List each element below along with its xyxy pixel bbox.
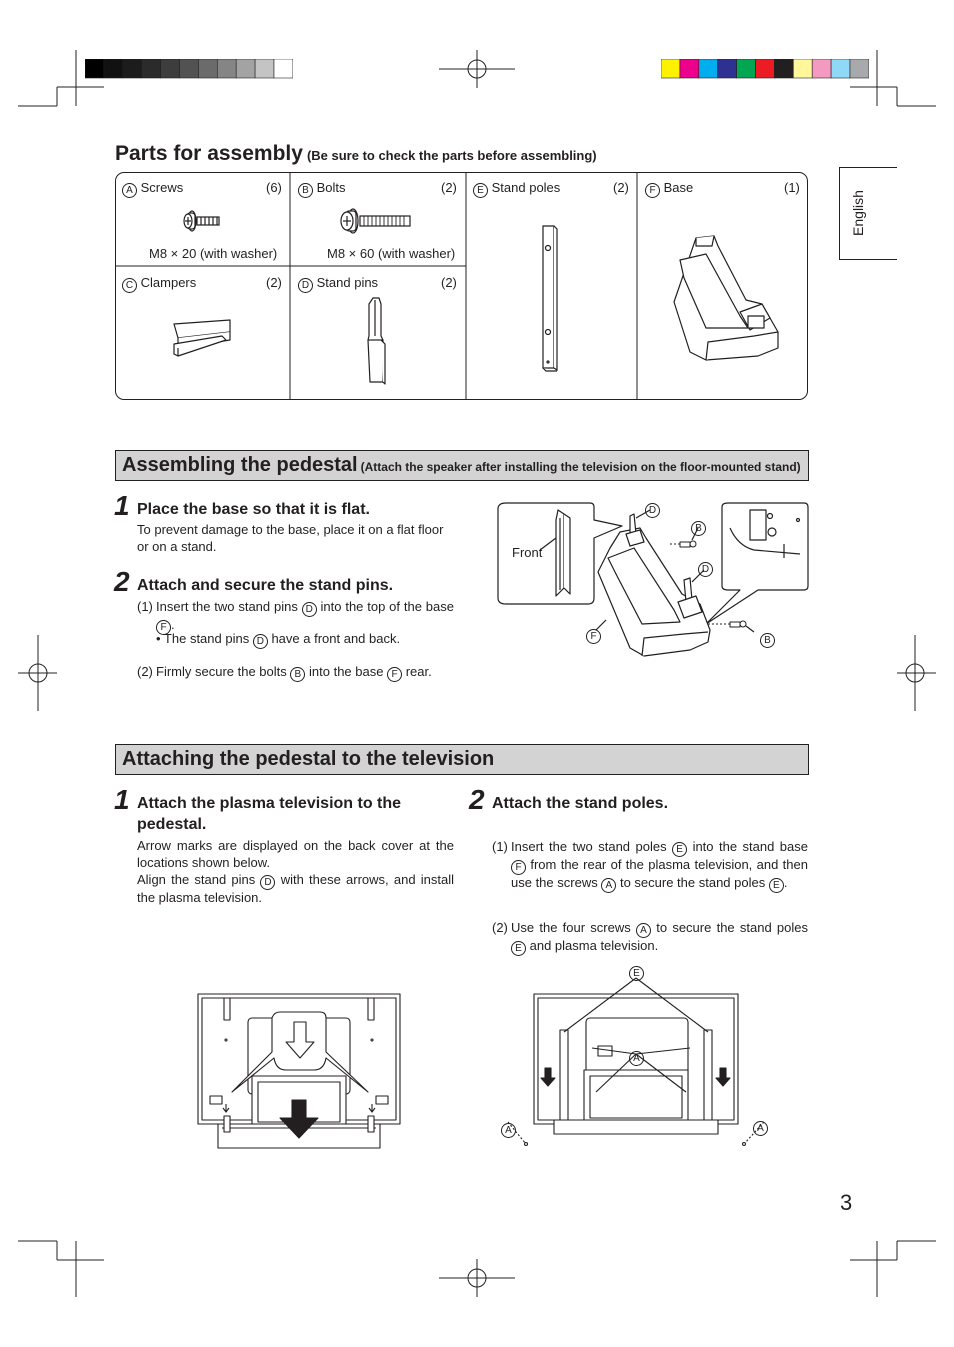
swatch — [85, 59, 104, 78]
part-a-label: A Screws — [122, 180, 183, 198]
assembling-step1-text: To prevent damage to the base, place it on a flat floor or on a stand. — [137, 522, 444, 554]
part-b-label: B Bolts — [298, 180, 346, 198]
attaching-title: Attaching the pedestal to the television — [122, 748, 495, 770]
swatch — [255, 59, 274, 78]
letter-f-badge: F — [586, 629, 601, 644]
assembling-step2-bullet: • The stand pins D have a front and back. — [156, 631, 401, 647]
assembling-step2-sub1-number: (1) — [137, 599, 153, 614]
front-label: Front — [512, 545, 543, 560]
assembling-step2-sub2-number: (2) — [137, 664, 153, 679]
letter-b-badge: B — [298, 183, 313, 198]
language-label: English — [850, 190, 866, 236]
assembling-step2-sub1-text: Insert the two stand pins D into the top of the base F . — [156, 599, 454, 633]
assembling-subtitle: (Attach the speaker after installing the television on the floor-mounted stand) — [360, 460, 801, 474]
letter-a-badge: A — [501, 1123, 516, 1138]
part-d-label: D Stand pins — [298, 275, 378, 293]
letter-a-badge: A — [122, 183, 137, 198]
attaching-step2-sub1-text: Insert the two stand poles E into the stand base F from the rear of the plasma television, and then use the screws A to secure the stand poles E . — [511, 839, 808, 891]
label-b-lower — [760, 629, 775, 648]
assembling-step1-title: Place the base so that it is flat. — [137, 501, 370, 518]
attaching-step2-title: Attach the stand poles. — [492, 795, 669, 812]
label-d-lower — [698, 558, 713, 577]
attaching-step1-paragraph2: Align the stand pins D with these arrows, and install the plasma television. — [137, 872, 454, 905]
swatch — [236, 59, 255, 78]
parts-title: Parts for assembly (Be sure to check the parts before assembling) — [115, 142, 597, 165]
letter-a-badge: A — [636, 923, 651, 938]
letter-e-badge: E — [629, 966, 644, 981]
screw-icon — [183, 209, 223, 233]
tv-back-arrow-marks-diagram — [196, 992, 404, 1152]
part-b-count: (2) — [441, 180, 457, 195]
letter-b-badge: B — [760, 633, 775, 648]
letter-d-badge: D — [645, 503, 660, 518]
attaching-step1-paragraph1: Arrow marks are displayed on the back cover at the locations shown below. — [137, 838, 454, 870]
letter-d-badge: D — [260, 875, 275, 890]
label-a-left — [501, 1119, 516, 1138]
color-bar — [661, 59, 869, 79]
swatch — [198, 59, 217, 78]
swatch — [142, 59, 161, 78]
letter-b-badge: B — [691, 521, 706, 536]
letter-d-badge: D — [253, 634, 268, 649]
part-d-count: (2) — [441, 275, 457, 290]
part-f-label: F Base — [645, 180, 693, 198]
attaching-step2-sub1-number: (1) — [492, 839, 508, 854]
gray-scale-bar — [85, 59, 293, 79]
assembling-step1-number: 1 — [114, 490, 130, 521]
label-f — [586, 625, 601, 644]
attaching-step1-title: Attach the plasma television to the pedestal. — [137, 795, 402, 833]
assembling-step2-number: 2 — [114, 566, 130, 597]
swatch — [161, 59, 180, 78]
swatch — [793, 59, 812, 78]
swatch — [661, 59, 680, 78]
label-a-right — [753, 1117, 768, 1136]
swatch — [680, 59, 699, 78]
stand-pole-icon — [538, 222, 560, 374]
label-e — [629, 962, 644, 981]
letter-d-badge: D — [698, 562, 713, 577]
letter-d-badge: D — [298, 278, 313, 293]
letter-d-badge: D — [302, 602, 317, 617]
letter-f-badge: F — [156, 620, 171, 635]
letter-e-badge: E — [672, 842, 687, 857]
assembling-step2-sub2-text: Firmly secure the bolts B into the base F rear. — [156, 664, 432, 680]
part-c-label: C Clampers — [122, 275, 196, 293]
stand-pin-icon — [364, 296, 388, 386]
swatch — [274, 59, 293, 78]
swatch — [699, 59, 718, 78]
letter-f-badge: F — [645, 183, 660, 198]
swatch — [812, 59, 831, 78]
part-b-note: M8 × 60 (with washer) — [327, 246, 456, 261]
attaching-step2-sub2-text: Use the four screws A to secure the stand poles E and plasma television. — [511, 920, 809, 954]
letter-c-badge: C — [122, 278, 137, 293]
attaching-step2-sub2-number: (2) — [492, 920, 508, 935]
clamper-icon — [170, 318, 234, 360]
part-f-count: (1) — [784, 180, 800, 195]
letter-a-badge: A — [629, 1051, 644, 1066]
letter-a-badge: A — [601, 878, 616, 893]
language-tab — [839, 167, 897, 260]
attaching-step1-number: 1 — [114, 784, 130, 815]
part-e-count: (2) — [613, 180, 629, 195]
letter-f-badge: F — [511, 860, 526, 875]
swatch — [774, 59, 793, 78]
part-e-label: E Stand poles — [473, 180, 560, 198]
letter-b-badge: B — [290, 667, 305, 682]
label-b-top — [691, 517, 706, 536]
letter-e-badge: E — [473, 183, 488, 198]
parts-subtitle: (Be sure to check the parts before assembling) — [306, 148, 597, 163]
swatch — [831, 59, 850, 78]
part-a-count: (6) — [266, 180, 282, 195]
swatch — [217, 59, 236, 78]
page-number: 3 — [840, 1190, 853, 1215]
swatch — [718, 59, 737, 78]
swatch — [850, 59, 869, 78]
base-icon — [666, 232, 784, 364]
assembling-step2-title: Attach and secure the stand pins. — [137, 577, 394, 594]
letter-e-badge: E — [511, 941, 526, 956]
bolt-icon — [338, 207, 414, 235]
attaching-step2-number: 2 — [469, 784, 485, 815]
part-a-note: M8 × 20 (with washer) — [149, 246, 278, 261]
part-c-count: (2) — [266, 275, 282, 290]
swatch — [180, 59, 199, 78]
label-d-top — [645, 499, 660, 518]
letter-a-badge: A — [753, 1121, 768, 1136]
letter-f-badge: F — [387, 667, 402, 682]
swatch — [123, 59, 142, 78]
swatch — [756, 59, 775, 78]
swatch — [104, 59, 123, 78]
swatch — [737, 59, 756, 78]
letter-e-badge: E — [769, 878, 784, 893]
assembling-title: Assembling the pedestal (Attach the speaker after installing the television on the floor-mounted stand) — [122, 454, 801, 476]
label-a-center — [629, 1047, 644, 1066]
